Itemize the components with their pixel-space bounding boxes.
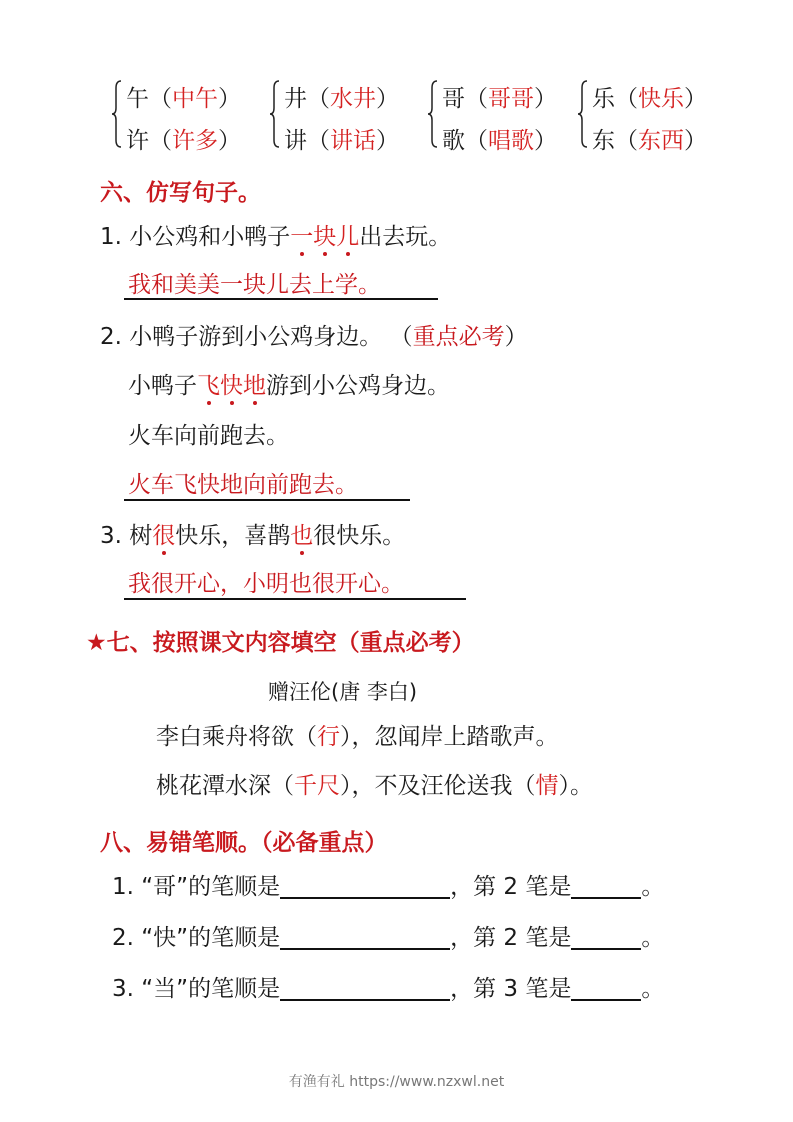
q3-answer: 我很开心，小明也很开心。: [128, 571, 404, 597]
pair-row-bottom: 歌（唱歌）: [442, 128, 557, 154]
q1-answer: 我和美美一块儿去上学。: [128, 272, 381, 298]
pair-row-top: 乐（快乐）: [592, 86, 707, 112]
pair-row-top: 哥（哥哥）: [442, 86, 557, 112]
q1-sentence: 1. 小公鸡和小鸭子一块儿出去玩。: [100, 224, 452, 250]
q1-answer-underline: [124, 298, 438, 300]
pair-row-bottom: 许（许多）: [126, 128, 241, 154]
stroke-order-blank[interactable]: [280, 977, 450, 1001]
stroke-order-item-3: 3. “当”的笔顺是 ，第 3 笔是 。: [112, 976, 665, 1002]
stroke-blank[interactable]: [571, 977, 641, 1001]
stroke-order-item-1: 1. “哥”的笔顺是 ，第 2 笔是 。: [112, 874, 665, 900]
q2-example: 小鸭子飞快地游到小公鸡身边。: [128, 373, 450, 399]
brace-icon: [578, 80, 588, 148]
footer-watermark: 有渔有礼 https://www.nzxwl.net: [288, 1074, 505, 1090]
brace-icon: [112, 80, 122, 148]
stroke-order-item-2: 2. “快”的笔顺是 ，第 2 笔是 。: [112, 925, 665, 951]
section-8-title: 八、易错笔顺。（必备重点）: [100, 830, 388, 856]
pair-row-bottom: 东（东西）: [592, 128, 707, 154]
poem-line-2: 桃花潭水深（千尺），不及汪伦送我（情）。: [156, 773, 593, 799]
pair-row-top: 井（水井）: [284, 86, 399, 112]
q2-answer: 火车飞快地向前跑去。: [128, 472, 358, 498]
section-7-title: ★七、按照课文内容填空（重点必考）: [86, 630, 475, 656]
pair-row-bottom: 讲（讲话）: [284, 128, 399, 154]
brace-icon: [270, 80, 280, 148]
q2-sentence: 2. 小鸭子游到小公鸡身边。 （重点必考）: [100, 324, 528, 350]
stroke-blank[interactable]: [571, 926, 641, 950]
q2-answer-underline: [124, 499, 410, 501]
q2-prompt: 火车向前跑去。: [128, 423, 289, 449]
stroke-blank[interactable]: [571, 875, 641, 899]
star-icon: ★: [86, 630, 107, 656]
q3-sentence: 3. 树很快乐，喜鹊也很快乐。: [100, 523, 406, 549]
pair-row-top: 午（中午）: [126, 86, 241, 112]
brace-icon: [428, 80, 438, 148]
stroke-order-blank[interactable]: [280, 926, 450, 950]
poem-title: 赠汪伦(唐 李白): [268, 680, 418, 704]
poem-line-1: 李白乘舟将欲（行），忽闻岸上踏歌声。: [156, 724, 559, 750]
q3-answer-underline: [124, 598, 466, 600]
stroke-order-blank[interactable]: [280, 875, 450, 899]
section-6-title: 六、仿写句子。: [100, 180, 261, 206]
